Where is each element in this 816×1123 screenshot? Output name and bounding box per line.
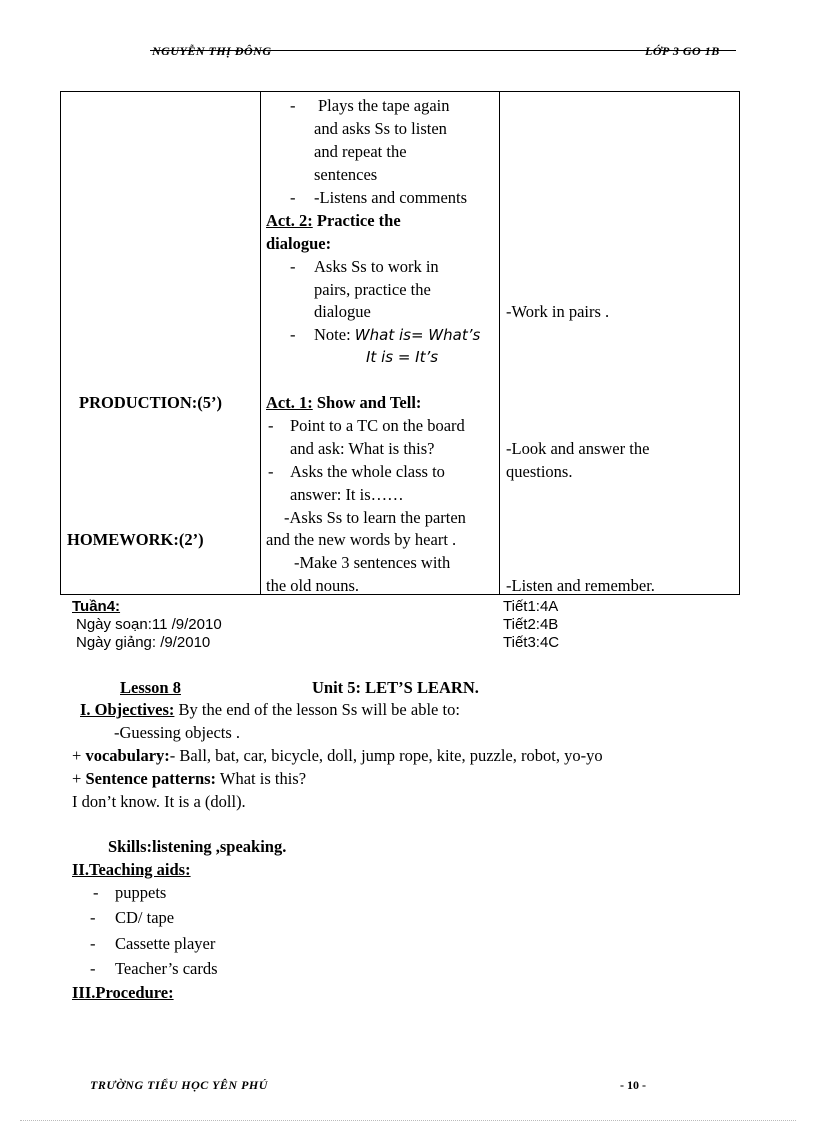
- dash: -: [290, 257, 296, 276]
- teaching-aids-title: II.Teaching aids:: [72, 860, 191, 879]
- teacher-line: -Listens and comments: [314, 188, 468, 207]
- plus-sign: +: [72, 746, 86, 765]
- objectives-label: I. Objectives:: [80, 700, 175, 719]
- example-sentence: I don’t know. It is a (doll).: [72, 792, 246, 811]
- student-line: -Look and answer the: [506, 439, 650, 458]
- teacher-line: Plays the tape again: [318, 96, 450, 115]
- teacher-line: Asks Ss to work in: [314, 257, 439, 276]
- teacher-line: the old nouns.: [266, 576, 360, 595]
- table-divider-1: [260, 92, 261, 594]
- note-text-2: It is = It’s: [366, 348, 439, 366]
- stage-production: PRODUCTION:(5’): [79, 393, 222, 412]
- unit-title: Unit 5: LET’S LEARN.: [312, 678, 479, 697]
- vocabulary-line: [72, 744, 603, 767]
- act2-label: Act. 2:: [266, 211, 313, 230]
- aid-item: Cassette player: [115, 934, 216, 953]
- note-label: Note:: [314, 325, 351, 344]
- page-number: - 10 -: [620, 1078, 646, 1092]
- period-1: Tiết1:4A: [503, 598, 559, 615]
- teacher-line: Point to a TC on the board: [290, 416, 465, 435]
- header-author: NGUYỄN THỊ ĐÔNG: [152, 44, 272, 58]
- sentence-line: [72, 767, 306, 790]
- footer-school: TRƯỜNG TIỂU HỌC YÊN PHÚ: [90, 1078, 268, 1092]
- teacher-line: and ask: What is this?: [290, 439, 435, 458]
- note-line: [314, 323, 480, 347]
- guessing-line: -Guessing objects .: [114, 723, 241, 742]
- dash: -: [268, 416, 274, 435]
- teacher-line: answer: It is……: [290, 485, 404, 504]
- student-line: questions.: [506, 462, 573, 481]
- act1-label: Act. 1:: [266, 393, 313, 412]
- teacher-line: dialogue: [314, 302, 371, 321]
- act1-title: Show and Tell:: [312, 393, 422, 412]
- objectives-line: [80, 698, 460, 721]
- act1-heading: [266, 391, 421, 414]
- dash: -: [290, 96, 296, 115]
- aid-item: CD/ tape: [115, 908, 175, 927]
- aid-dash: -: [93, 883, 99, 902]
- teach-date: Ngày giảng: /9/2010: [76, 634, 211, 651]
- act2-title-cont: dialogue:: [266, 234, 332, 253]
- teacher-line: and the new words by heart .: [266, 530, 457, 549]
- teacher-line: and repeat the: [314, 142, 407, 161]
- aid-item: puppets: [115, 883, 167, 902]
- vocabulary-label: vocabulary:: [85, 746, 170, 765]
- header-rule: [150, 50, 736, 51]
- note-text: What is= What’s: [354, 326, 481, 344]
- stage-homework: HOMEWORK:(2’): [67, 530, 204, 549]
- sentence-label: Sentence patterns:: [85, 769, 217, 788]
- aid-dash: -: [90, 959, 96, 978]
- week-label: Tuần4:: [72, 598, 121, 615]
- prep-date: Ngày soạn:11 /9/2010: [76, 616, 222, 633]
- teacher-line: Asks the whole class to: [290, 462, 445, 481]
- objectives-text: By the end of the lesson Ss will be able to:: [174, 700, 460, 719]
- act2-title: Practice the: [312, 211, 401, 230]
- procedure-title: III.Procedure:: [72, 983, 174, 1002]
- teacher-line: and asks Ss to listen: [314, 119, 447, 138]
- dash: -: [290, 325, 296, 344]
- aid-item: Teacher’s cards: [115, 959, 218, 978]
- teacher-line: -Asks Ss to learn the parten: [284, 508, 466, 527]
- skills-line: Skills:listening ,speaking.: [108, 837, 287, 856]
- vocabulary-text: - Ball, bat, car, bicycle, doll, jump rope, kite, puzzle, robot, yo-yo: [169, 746, 603, 765]
- header-class: LỚP 3 GO 1B: [645, 44, 720, 58]
- student-line: -Listen and remember.: [506, 576, 655, 595]
- dash: -: [290, 188, 296, 207]
- period-2: Tiết2:4B: [503, 616, 559, 633]
- period-3: Tiết3:4C: [503, 634, 560, 651]
- table-divider-2: [499, 92, 500, 594]
- teacher-line: sentences: [314, 165, 378, 184]
- aid-dash: -: [90, 908, 96, 927]
- lesson-number: Lesson 8: [120, 678, 181, 697]
- student-line: -Work in pairs .: [506, 302, 610, 321]
- page-edge: [20, 1120, 796, 1121]
- aid-dash: -: [90, 934, 96, 953]
- teacher-line: -Make 3 sentences with: [294, 553, 451, 572]
- teacher-line: pairs, practice the: [314, 280, 431, 299]
- act2-heading: [266, 209, 401, 232]
- plus-sign: +: [72, 769, 86, 788]
- sentence-text: What is this?: [216, 769, 307, 788]
- dash: -: [268, 462, 274, 481]
